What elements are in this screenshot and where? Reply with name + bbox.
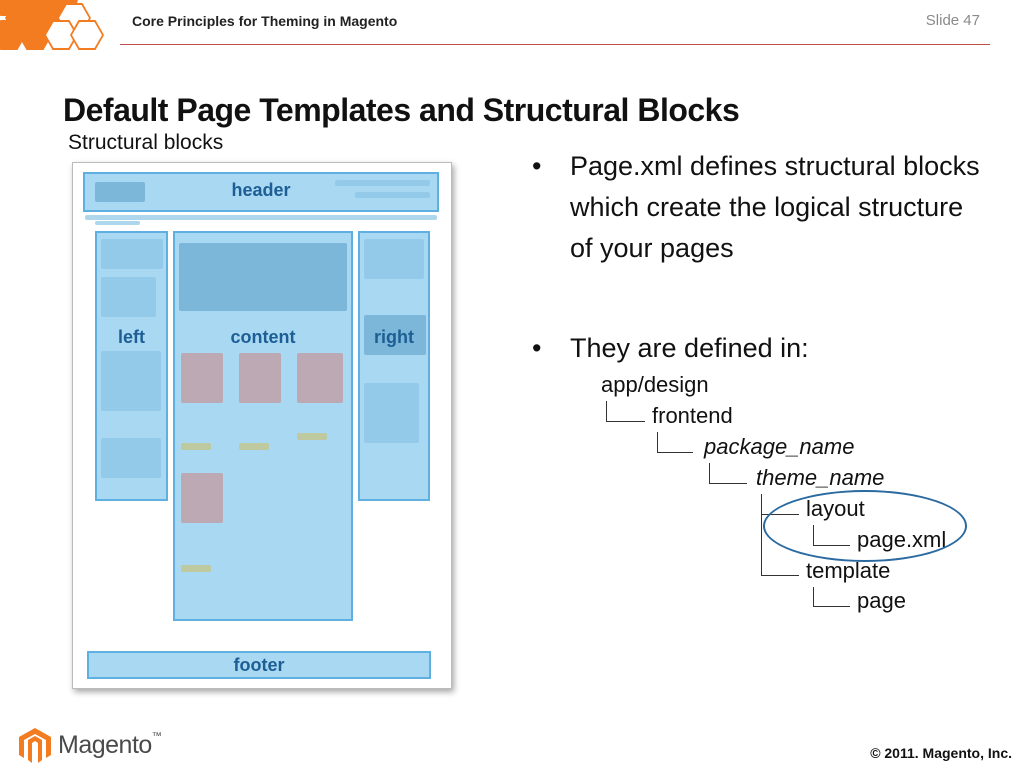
add-to-cart-placeholder [239,443,269,450]
trademark-symbol: ™ [151,731,162,742]
sidebar-widget-placeholder [364,383,419,443]
product-image-placeholder [239,353,281,403]
header-divider [120,44,990,45]
sidebar-widget-placeholder [101,239,163,269]
structural-blocks-screenshot [72,162,452,689]
bullet-text: Page.xml defines structural blocks which create the logical structure of your pages [570,151,980,263]
deck-title: Core Principles for Theming in Magento [132,13,398,29]
right-block-label: right [374,327,414,347]
content-block-label: content [230,327,296,347]
breadcrumb-placeholder [95,221,140,225]
left-block-label: left [118,327,145,347]
tree-node-layout: layout [806,496,865,521]
slide-title: Default Page Templates and Structural Blocks [63,92,740,128]
slide-number: Slide 47 [925,12,980,29]
tree-node-frontend: frontend [652,403,733,428]
tree-connector [709,463,747,484]
tree-node-app-design: app/design [601,372,709,397]
magento-logo-text [58,731,161,760]
sidebar-widget-placeholder [364,239,424,279]
tree-node-package-name: package_name [704,434,855,459]
product-image-placeholder [297,353,343,403]
product-image-placeholder [181,473,223,523]
footer-block [87,651,431,679]
highlight-ellipse [763,490,967,562]
tree-connector [657,432,693,453]
nav-bar-placeholder [85,215,437,220]
bullet-text: They are defined in: [570,333,809,363]
banner-placeholder [179,243,347,311]
tree-connector [813,587,850,607]
tree-node-theme-name: theme_name [756,465,885,490]
sidebar-widget-placeholder [101,351,161,411]
add-to-cart-placeholder [181,443,211,450]
product-image-placeholder [181,353,223,403]
header-block [83,172,439,212]
tree-connector [606,401,645,422]
tree-node-page: page [857,588,906,613]
add-to-cart-placeholder [297,433,327,440]
logo-word: Magento [58,731,152,759]
bullet-dot-icon: • [532,333,542,363]
content-block [173,231,353,621]
add-to-cart-placeholder [181,565,211,572]
footer-block-label: footer [233,655,285,675]
right-block [358,231,430,501]
slide-subtitle: Structural blocks [68,131,224,154]
sidebar-widget-placeholder [101,277,156,317]
copyright-notice: © 2011. Magento, Inc. [870,745,1012,761]
tree-node-template: template [806,558,891,583]
tree-node-page-xml: page.xml [857,527,947,552]
magento-logo-icon [18,727,52,765]
bullet-dot-icon: • [532,151,542,181]
left-block [95,231,168,501]
sidebar-widget-placeholder [101,438,161,478]
header-block-label: header [231,180,291,200]
